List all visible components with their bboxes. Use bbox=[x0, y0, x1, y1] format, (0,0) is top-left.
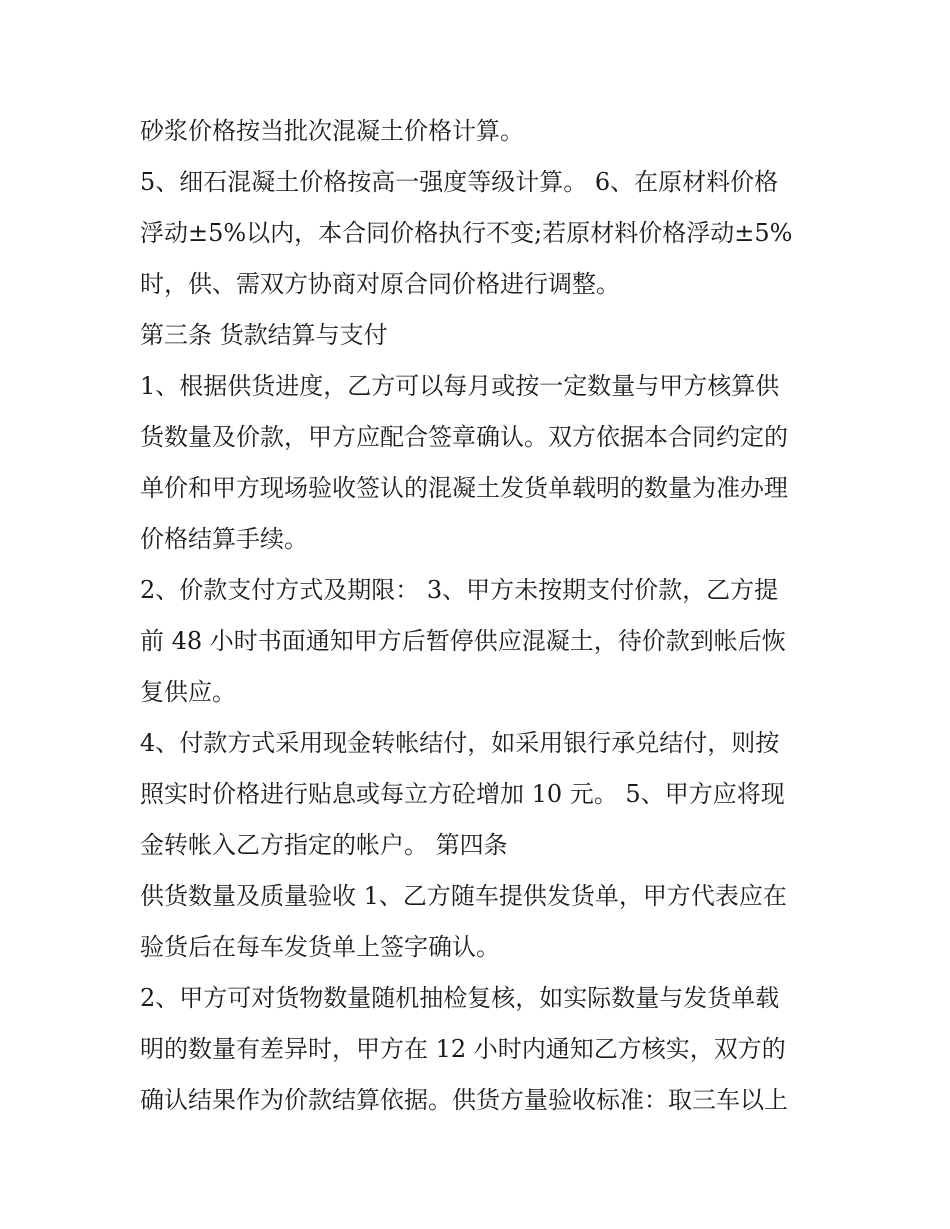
text-line: 确认结果作为价款结算依据。供货方量验收标准：取三车以上 bbox=[140, 1086, 788, 1114]
text-line: 4、付款方式采用现金转帐结付，如采用银行承兑结付，则按 bbox=[140, 729, 780, 757]
section-heading: 第三条 货款结算与支付 bbox=[140, 321, 388, 349]
text-line: 2、甲方可对货物数量随机抽检复核，如实际数量与发货单载 bbox=[140, 984, 780, 1012]
text-line: 验货后在每车发货单上签字确认。 bbox=[140, 933, 500, 961]
text-line: 单价和甲方现场验收签认的混凝土发货单载明的数量为准办理 bbox=[140, 474, 788, 502]
text-line: 砂浆价格按当批次混凝土价格计算。 bbox=[140, 117, 524, 145]
text-line: 明的数量有差异时，甲方在 12 小时内通知乙方核实，双方的 bbox=[140, 1035, 786, 1063]
text-line: 价格结算手续。 bbox=[140, 525, 308, 553]
contract-text bbox=[140, 106, 830, 1126]
text-line: 金转帐入乙方指定的帐户。 第四条 bbox=[140, 831, 508, 859]
text-line: 供货数量及质量验收 1、乙方随车提供发货单，甲方代表应在 bbox=[140, 882, 787, 910]
text-line: 货数量及价款，甲方应配合签章确认。双方依据本合同约定的 bbox=[140, 423, 788, 451]
text-line: 照实时价格进行贴息或每立方砼增加 10 元。 5、甲方应将现 bbox=[140, 780, 785, 808]
text-line: 浮动±5%以内，本合同价格执行不变;若原材料价格浮动±5% bbox=[140, 219, 793, 247]
text-line: 2、价款支付方式及期限： 3、甲方未按期支付价款，乙方提 bbox=[140, 576, 779, 604]
text-line: 时，供、需双方协商对原合同价格进行调整。 bbox=[140, 270, 620, 298]
text-line: 复供应。 bbox=[140, 678, 236, 706]
text-line: 前 48 小时书面通知甲方后暂停供应混凝土，待价款到帐后恢 bbox=[140, 627, 786, 655]
text-line: 1、根据供货进度，乙方可以每月或按一定数量与甲方核算供 bbox=[140, 372, 780, 400]
text-line: 5、细石混凝土价格按高一强度等级计算。 6、在原材料价格 bbox=[140, 168, 779, 196]
